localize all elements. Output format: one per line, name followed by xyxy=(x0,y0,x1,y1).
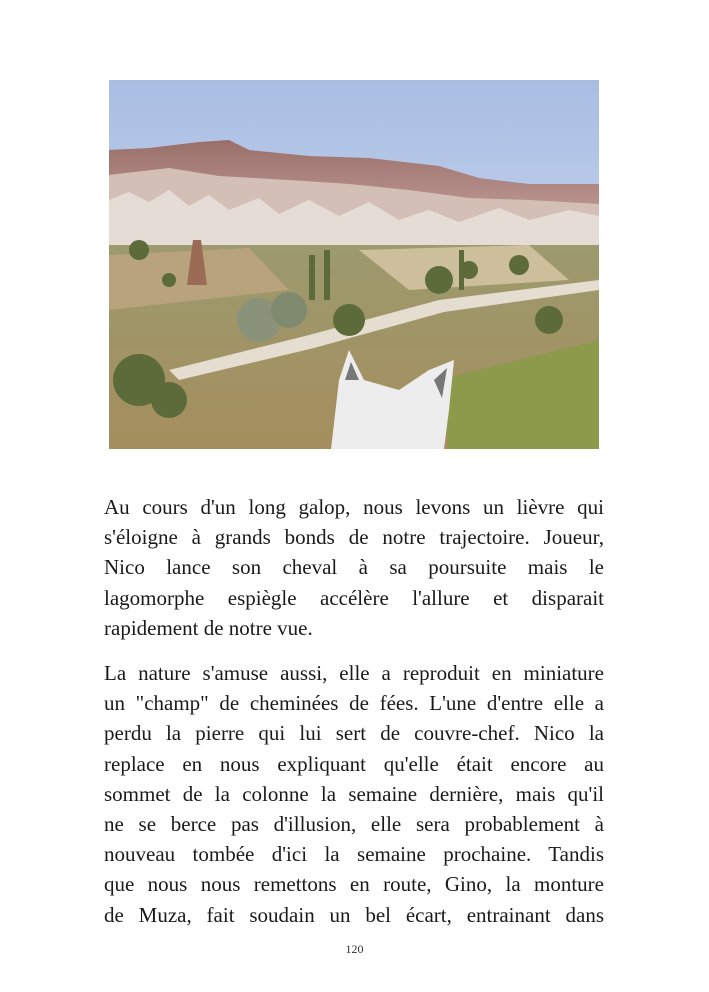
text-line: perdu la pierre qui lui sert de couvre-chef. Nico la xyxy=(104,721,604,746)
text-line: un "champ" de cheminées de fées. L'une d'entre elle a xyxy=(104,691,604,716)
text-line: replace en nous expliquant qu'elle était encore au xyxy=(104,751,604,776)
photo-illustration xyxy=(109,80,599,449)
body-text xyxy=(104,492,604,930)
text-line: ne se berce pas d'illusion, elle sera probablement à xyxy=(104,812,604,837)
text-line: La nature s'amuse aussi, elle a reproduit en miniature xyxy=(104,661,604,686)
text-line: nouveau tombée d'ici la semaine prochaine. Tandis xyxy=(104,842,604,867)
page-number: 120 xyxy=(345,942,364,956)
text-line: rapidement de notre vue. xyxy=(104,615,313,640)
paragraph-1 xyxy=(104,492,604,643)
text-line: lagomorphe espiègle accélère l'allure et disparait xyxy=(104,585,604,610)
text-line: Au cours d'un long galop, nous levons un lièvre qui xyxy=(104,495,604,519)
text-line: Nico lance son cheval à sa poursuite mais le xyxy=(104,555,604,580)
text-line: que nous nous remettons en route, Gino, la monture xyxy=(104,872,604,897)
text-line: de Muza, fait soudain un bel écart, entrainant dans xyxy=(104,902,604,927)
text-line: sommet de la colonne la semaine dernière, mais qu'il xyxy=(104,781,604,806)
text-line: s'éloigne à grands bonds de notre trajectoire. Joueur, xyxy=(104,525,604,550)
paragraph-2 xyxy=(104,658,604,930)
landscape-photo xyxy=(109,80,599,449)
